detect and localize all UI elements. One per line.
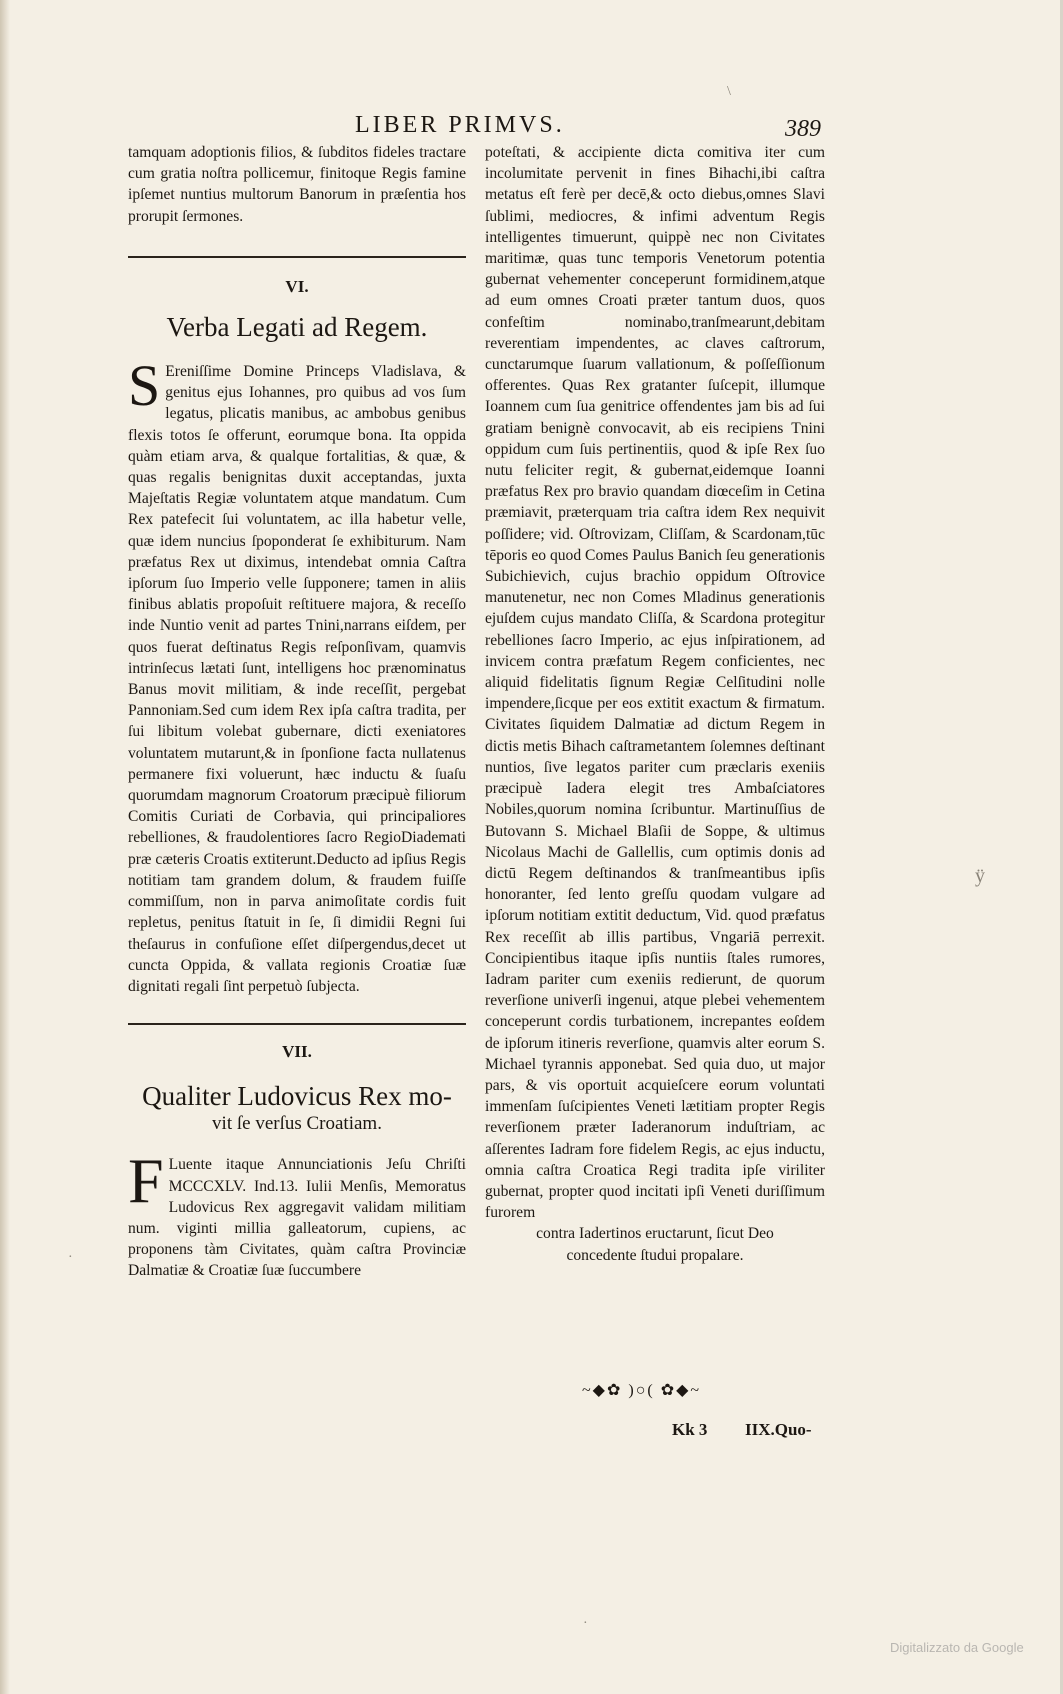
section-vii-paragraph	[128, 1145, 466, 1281]
paper-speck: ·	[583, 1616, 588, 1631]
right-column	[485, 142, 825, 1266]
drop-cap-s: S	[128, 353, 161, 419]
section-vi-paragraph	[128, 353, 466, 997]
drop-cap-f: F	[128, 1145, 164, 1217]
running-head: LIBER PRIMVS.	[355, 112, 565, 138]
paper-speck: ÿ	[975, 865, 985, 887]
section-vii-title-line2: vit ſe verſus Croatiam.	[212, 1113, 382, 1135]
page-number: 389	[785, 116, 821, 142]
left-column	[128, 142, 466, 1282]
closing-line-1: contra Iadertinos eructarunt, ſicut Deo	[536, 1225, 774, 1243]
section-vi-text: Ereniſſime Domine Princeps Vladislava, & genitus ejus Iohannes, pro quibus ad vos ſum legatus, plicatis manibus, ac ambobus genibus flexis totos ſe offerunt, eorumque bona. Ita oppida quàm etiam arva, & qualque fortalitias, & quæ, & quas regalis benignitas duxit acceptandas, juxta Majeſtatis Regiæ voluntatem atque mandatum. Cum Rex patefecit ſui voluntatem, ac illa habetur velle, quæ idem nuncius ſpoponderat ſe exhibiturum. Nam præfatus Rex ut diximus, intendebat omnia Caſtra ipſorum ſuo Imperio velle ſupponere; tamen in aliis finibus ablatis propoſuit reſtituere majora, & receſſo inde Nuntio venit ad partes Tnini,narrans eiſdem, per quos fuerat deſtinatus Regis reſponſivam, quamvis intrinſecus lætati ſunt, intelligens hoc prænominatus Banus movit militiam, & inde receſſit, pergebat Pannoniam.Sed cum idem Rex ipſa caſtra tradita, per ſui libitum volebat gubernare, dicti exeniatores voluntatem mutarunt,& in ſponſione facta nullatenus permanere fixi voluerunt, hæc inductu & ſuaſu quorumdam magnorum Croatorum præcipuè filiorum Comitis Curiati de Corbavia, qui principaliores rebelliones, & fraudolentiores ſacro RegioDiademati præ cæteris Croatis extiterunt.Deducto ad ipſius Regis notitiam tam grandem dolum, & fraudem fuiſſe commiſſum, non in parva animoſitate cordis fuit repletus, penitus ſtatuit in ſe, ſi dimidii Regni ſui theſaurus in confuſione eſſet diſpergendus,decet ut cuncta Oppida, & vallata regionis Croatiæ ſuæ dignitati regali ſint perpetuò ſubjecta.	[128, 363, 466, 995]
digitization-watermark: Digitalizzato da Google	[890, 1640, 1024, 1655]
section-vi-number: VI.	[285, 276, 309, 296]
page-spine-shadow	[0, 0, 10, 1694]
section-vii-number: VII.	[282, 1042, 312, 1062]
signature-mark: Kk 3	[672, 1420, 708, 1439]
section-vi-title: Verba Legati ad Regem.	[166, 312, 428, 343]
right-column-text: poteſtati, & accipiente dicta comitiva iter cum incolumitate pervenit in fines Bihachi,ibi caſtra metatus eſt ferè per decē,& octo diebus,omnes Slavi ſublimi, mediocres, & infimi adventum Regis intelligentes timuerunt, quippè nec non Civitates maritimæ, quas tunc temporis Venetorum potentia gubernat vehementer conceperunt formidinem,atque ad eum omnes Croati præter tantum duos, quos confeſtim nominabo,tranſmearunt,debitam reverentiam impendentes, ac claves caſtrorum, cunctarumque ſuarum vallationum, & poſſeſſionum offerentes. Quas Rex gratanter ſuſcepit, illumque Ioannem cum ſua genitrice offendentes jam bis ad ſui gratiam benignè convocavit, ab eis recipiens Tnini oppidum cum ſuis pertinentiis, quod & ipſe Rex ſuo nutu feliciter regit, & gubernat,eidemque Ioanni præfatus Rex pro bravio quandam diœceſim in Cetina præmiavit, præterquam tria caſtra idem Rex nequivit poſſidere; vid. Oſtrovizam, Cliſſam, & Scardonam,tūc tēporis eo quod Comes Paulus Banich ſeu generationis Subichievich, cujus brachio oppidum Oſtrovice manutenetur, nec non Comes Mladinus generationis ejuſdem cujus mandato Cliſſa, & Scardona protegitur rebelliones ſacro Imperio, ac ejus inſpirationem, ad invicem contra præfatum Regem conficientes, nec aliquid fidelitatis ſignum Regiæ Celſitudini nolle impendere,ſicque per eos extitit exactum & firmatum. Civitates ſiquidem Dalmatiæ ad dictum Regem in dictis metis Bihach caſtrametantem ſolemnes deſtinant nuntios, ſive legatos pariter cum præclaris exeniis præcipuè Iadera elegit tres Ambaſciatores Nobiles,quorum nomina ſcribuntur. Martinuſſius de Butovann S. Michael Blaſii de Soppe, & ultimus Nicolaus Machi de Gallellis, cum optimis donis ad dictū Regem deſtinandos & tranſmeantibus ipſis honoranter, ſed lento greſſu quodam vulgare ad ipſorum notitiam extitit deductum, Vid. quod præfatus Rex receſſit ab illis partibus, Vngariā perrexit. Concipientibus itaque ipſis nuntiis ſtales rumores, Iadram pariter cum exeniis redierunt, de quorum reverſione univerſi ingenui, atque plebei vehementem conceperunt cordis turbationem, increpantes eoſdem de ipſorum itineris reverſione, quamvis alter eorum S. Michael tyrannis apponebat. Sed quia duo, ut major pars, & vis oportuit acquieſcere eorum voluntati immenſam ſuſcipientes Veneti lætitiam propter Regis reverſionem præter Iaderanorum induſtriam, ac aſſerentes Iadram fore fidelem Regis, ac ejus inductu, omnia caſtra Croatica Regi tradita ipſe viriliter gubernat, propter quod incitati ipſi Veneti duriſſimum furorem	[485, 144, 825, 1222]
section-vii-title-line1: Qualiter Ludovicus Rex mo-	[142, 1081, 452, 1112]
closing-line-2: concedente ſtudui propalare.	[566, 1246, 744, 1264]
section-vii-text: Luente itaque Annunciationis Jeſu Chriſti MCCCXLV. Ind.13. Iulii Menſis, Memoratus Ludovicus Rex aggregavit validam militiam num. viginti millia galleatorum, cupiens, ac proponens tàm Civitates, quàm caſtra Provinciæ Dalmatiæ & Croatiæ ſuæ ſuccumbere	[128, 1156, 466, 1280]
intro-paragraph: tamquam adoptionis filios, & ſubditos fideles tractare cum gratia noſtra pollicemur, finitoque Regis famine ipſemet nuntius multorum Banorum in præſentia hos prorupit ſermones.	[128, 144, 466, 225]
catchword: IIX.Quo-	[745, 1420, 812, 1439]
paper-speck: \	[727, 84, 731, 99]
tailpiece-ornament: ~◆✿ )○( ✿◆~	[582, 1382, 702, 1399]
paper-speck: ·	[68, 1250, 73, 1265]
